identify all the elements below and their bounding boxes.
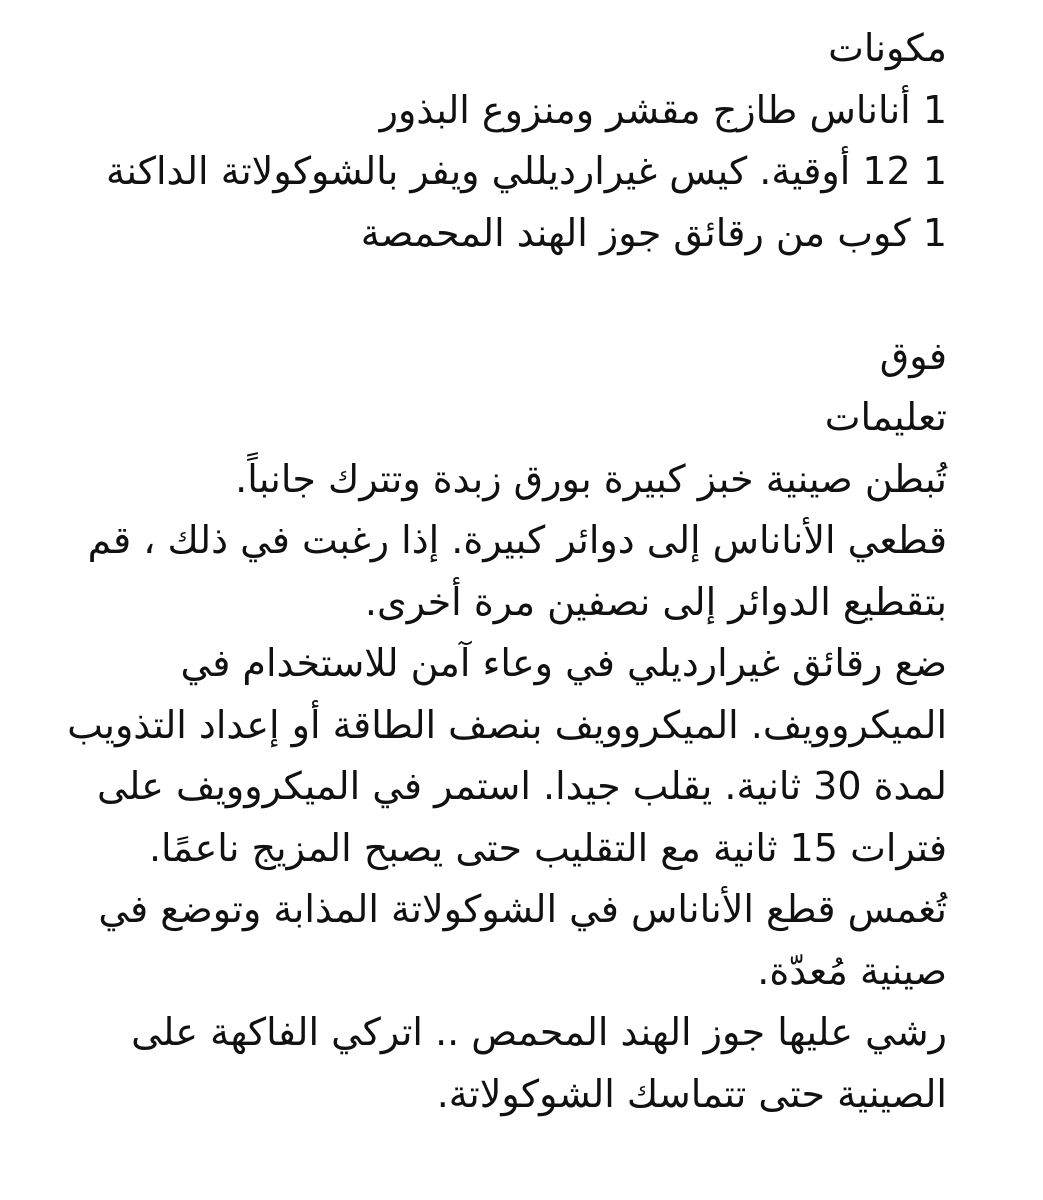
ingredient-item: 1 كوب من رقائق جوز الهند المحمصة: [360, 210, 947, 255]
instruction-line: تُبطن صينية خبز كبيرة بورق زبدة وتترك جانباً.: [235, 456, 947, 501]
instruction-line: تُغمس قطع الأناناس في الشوكولاتة المذابة وتوضع في: [98, 887, 947, 931]
instructions-heading: تعليمات: [824, 395, 947, 439]
instruction-line: صينية مُعدّة.: [757, 948, 947, 993]
spacer: [40, 264, 947, 326]
instruction-line: الصينية حتى تتماسك الشوكولاتة.: [436, 1071, 947, 1116]
instruction-line: فترات 15 ثانية مع التقليب حتى يصبح المزيج ناعمًا.: [148, 825, 947, 870]
instruction-line: لمدة 30 ثانية. يقلب جيدا. استمر في الميكروويف على: [97, 764, 947, 808]
ingredients-section: [40, 18, 947, 264]
instruction-line: رشي عليها جوز الهند المحمص .. اتركي الفاكهة على: [131, 1010, 947, 1054]
ingredient-item: 1 أناناس طازج مقشر ومنزوع البذور: [379, 87, 947, 132]
recipe-document: [40, 18, 947, 1125]
instruction-line: ضع رقائق غيراردیلي في وعاء آمن للاستخدام في: [180, 641, 947, 685]
instruction-line: بتقطيع الدوائر إلى نصفين مرة أخرى.: [364, 579, 947, 624]
instruction-line: قطعي الأناناس إلى دوائر كبيرة. إذا رغبت في ذلك ، قم: [87, 518, 947, 562]
instructions-section: [40, 387, 947, 1125]
ingredients-heading: مكونات: [828, 26, 947, 70]
section-label: فوق: [879, 333, 947, 378]
instruction-line: الميكروويف. الميكروويف بنصف الطاقة أو إعداد التذويب: [67, 702, 947, 747]
ingredient-item: 1 12 أوقية. كيس غيراردیللي ويفر بالشوكولاتة الداكنة: [106, 149, 947, 193]
